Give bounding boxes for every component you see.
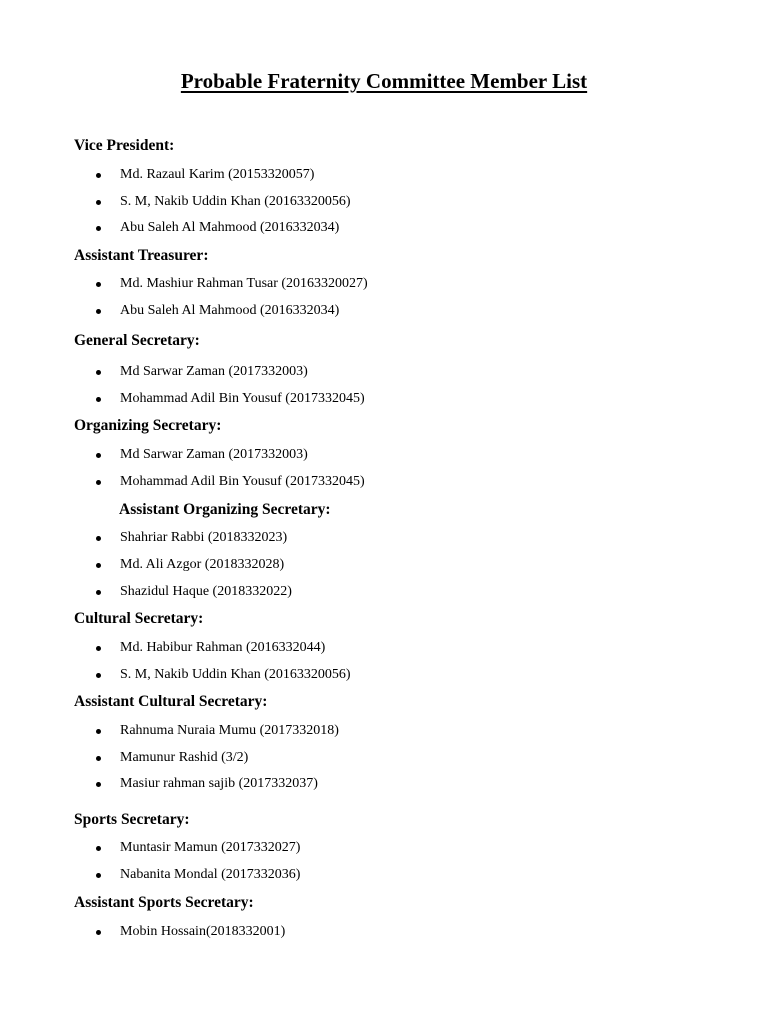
list-item-text: Md Sarwar Zaman (2017332003) bbox=[120, 364, 308, 379]
list-item-text: S. M, Nakib Uddin Khan (20163320056) bbox=[120, 667, 351, 682]
list-item-text: Shazidul Haque (2018332022) bbox=[120, 584, 292, 599]
section-heading-cultural-secretary: Cultural Secretary: bbox=[74, 610, 204, 627]
list-item-text: Rahnuma Nuraia Mumu (2017332018) bbox=[120, 723, 339, 738]
list-item-text: Md. Ali Azgor (2018332028) bbox=[120, 557, 285, 572]
bullet-icon bbox=[96, 480, 101, 485]
list-item-text: Mobin Hossain(2018332001) bbox=[120, 924, 286, 939]
bullet-icon bbox=[96, 370, 101, 375]
bullet-icon bbox=[96, 563, 101, 568]
list-item-text: Muntasir Mamun (2017332027) bbox=[120, 840, 301, 855]
bullet-icon bbox=[96, 590, 101, 595]
bullet-icon bbox=[96, 846, 101, 851]
list-item-text: Md. Razaul Karim (20153320057) bbox=[120, 167, 315, 182]
bullet-icon bbox=[96, 646, 101, 651]
list-item-text: Masiur rahman sajib (2017332037) bbox=[120, 776, 318, 791]
list-item-text: Mohammad Adil Bin Yousuf (2017332045) bbox=[120, 391, 365, 406]
list-item-text: Abu Saleh Al Mahmood (2016332034) bbox=[120, 303, 340, 318]
list-item-text: Nabanita Mondal (2017332036) bbox=[120, 867, 301, 882]
bullet-icon bbox=[96, 309, 101, 314]
list-item-text: Shahriar Rabbi (2018332023) bbox=[120, 530, 288, 545]
section-heading-assistant-cultural-secretary: Assistant Cultural Secretary: bbox=[74, 693, 268, 710]
bullet-icon bbox=[96, 536, 101, 541]
bullet-icon bbox=[96, 453, 101, 458]
section-heading-assistant-sports-secretary: Assistant Sports Secretary: bbox=[74, 894, 254, 911]
document-title: Probable Fraternity Committee Member List bbox=[180, 69, 588, 93]
bullet-icon bbox=[96, 729, 101, 734]
bullet-icon bbox=[96, 756, 101, 761]
bullet-icon bbox=[96, 226, 101, 231]
list-item-text: Md. Habibur Rahman (2016332044) bbox=[120, 640, 326, 655]
section-heading-sports-secretary: Sports Secretary: bbox=[74, 811, 190, 828]
list-item-text: S. M, Nakib Uddin Khan (20163320056) bbox=[120, 194, 351, 209]
section-heading-assistant-organizing-secretary: Assistant Organizing Secretary: bbox=[119, 501, 331, 518]
bullet-icon bbox=[96, 873, 101, 878]
bullet-icon bbox=[96, 173, 101, 178]
section-heading-organizing-secretary: Organizing Secretary: bbox=[74, 417, 222, 434]
bullet-icon bbox=[96, 397, 101, 402]
list-item-text: Mamunur Rashid (3/2) bbox=[120, 750, 249, 765]
section-heading-general-secretary: General Secretary: bbox=[74, 332, 200, 349]
bullet-icon bbox=[96, 282, 101, 287]
bullet-icon bbox=[96, 673, 101, 678]
bullet-icon bbox=[96, 200, 101, 205]
list-item-text: Abu Saleh Al Mahmood (2016332034) bbox=[120, 220, 340, 235]
bullet-icon bbox=[96, 782, 101, 787]
section-heading-assistant-treasurer: Assistant Treasurer: bbox=[74, 247, 209, 264]
list-item-text: Md. Mashiur Rahman Tusar (20163320027) bbox=[120, 276, 368, 291]
list-item-text: Mohammad Adil Bin Yousuf (2017332045) bbox=[120, 474, 365, 489]
list-item-text: Md Sarwar Zaman (2017332003) bbox=[120, 447, 308, 462]
bullet-icon bbox=[96, 930, 101, 935]
section-heading-vice-president: Vice President: bbox=[74, 137, 175, 154]
